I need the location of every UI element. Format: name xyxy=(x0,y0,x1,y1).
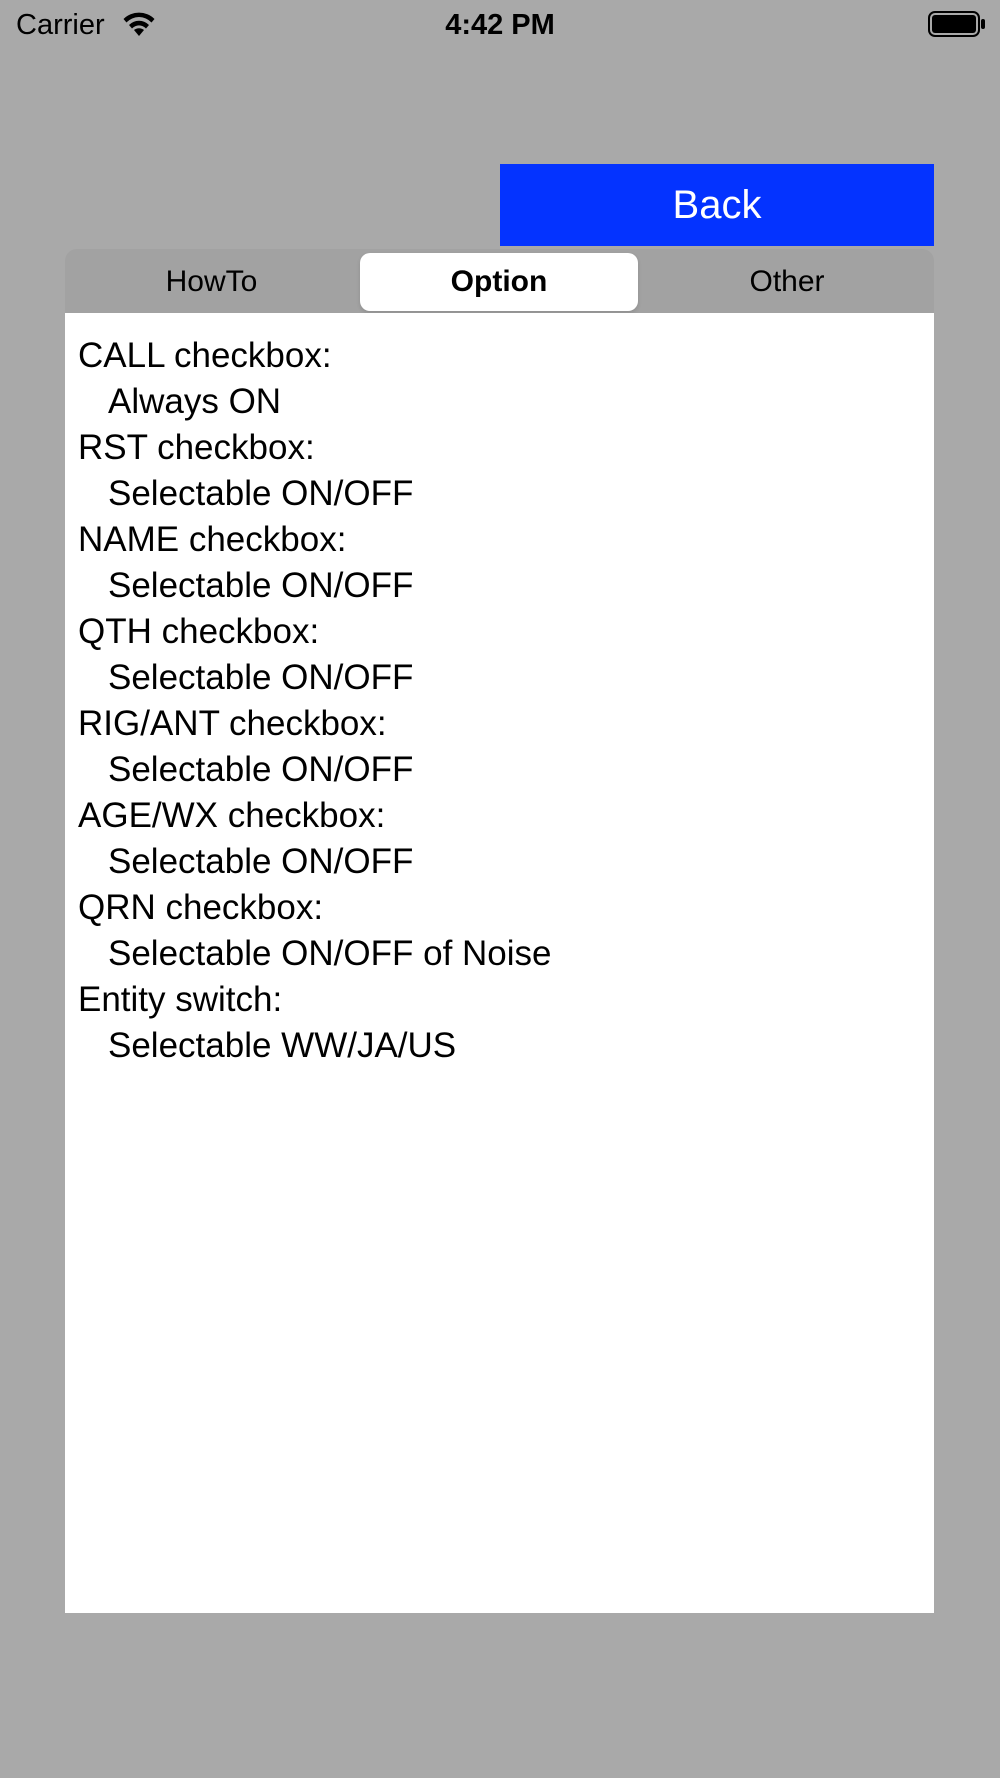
status-bar xyxy=(0,0,1000,50)
call-checkbox-heading: CALL checkbox: xyxy=(78,336,332,375)
qth-checkbox-detail: Selectable ON/OFF xyxy=(108,658,414,697)
option-description-text xyxy=(78,333,552,1069)
battery-icon xyxy=(928,11,986,37)
qrn-checkbox-heading: QRN checkbox: xyxy=(78,888,324,927)
rst-checkbox-detail: Selectable ON/OFF xyxy=(108,474,414,513)
age-wx-checkbox-heading: AGE/WX checkbox: xyxy=(78,796,386,835)
name-checkbox-detail: Selectable ON/OFF xyxy=(108,566,414,605)
call-checkbox-detail: Always ON xyxy=(108,382,282,421)
tab-howto[interactable]: HowTo xyxy=(165,265,258,298)
rig-ant-checkbox-detail: Selectable ON/OFF xyxy=(108,750,414,789)
qth-checkbox-heading: QTH checkbox: xyxy=(78,612,320,651)
content-panel xyxy=(65,313,934,1613)
clock-time: 4:42 PM xyxy=(445,9,555,41)
rig-ant-checkbox-heading: RIG/ANT checkbox: xyxy=(78,704,387,743)
entity-switch-heading: Entity switch: xyxy=(78,980,283,1019)
entity-switch-detail: Selectable WW/JA/US xyxy=(108,1026,457,1065)
back-button[interactable]: Back xyxy=(500,164,934,246)
carrier-label: Carrier xyxy=(16,9,105,41)
tab-option[interactable]: Option xyxy=(360,253,638,311)
tab-other[interactable]: Other xyxy=(749,265,825,298)
age-wx-checkbox-detail: Selectable ON/OFF xyxy=(108,842,414,881)
name-checkbox-heading: NAME checkbox: xyxy=(78,520,347,559)
rst-checkbox-heading: RST checkbox: xyxy=(78,428,315,467)
segmented-control xyxy=(65,249,934,313)
qrn-checkbox-detail: Selectable ON/OFF of Noise xyxy=(108,934,552,973)
